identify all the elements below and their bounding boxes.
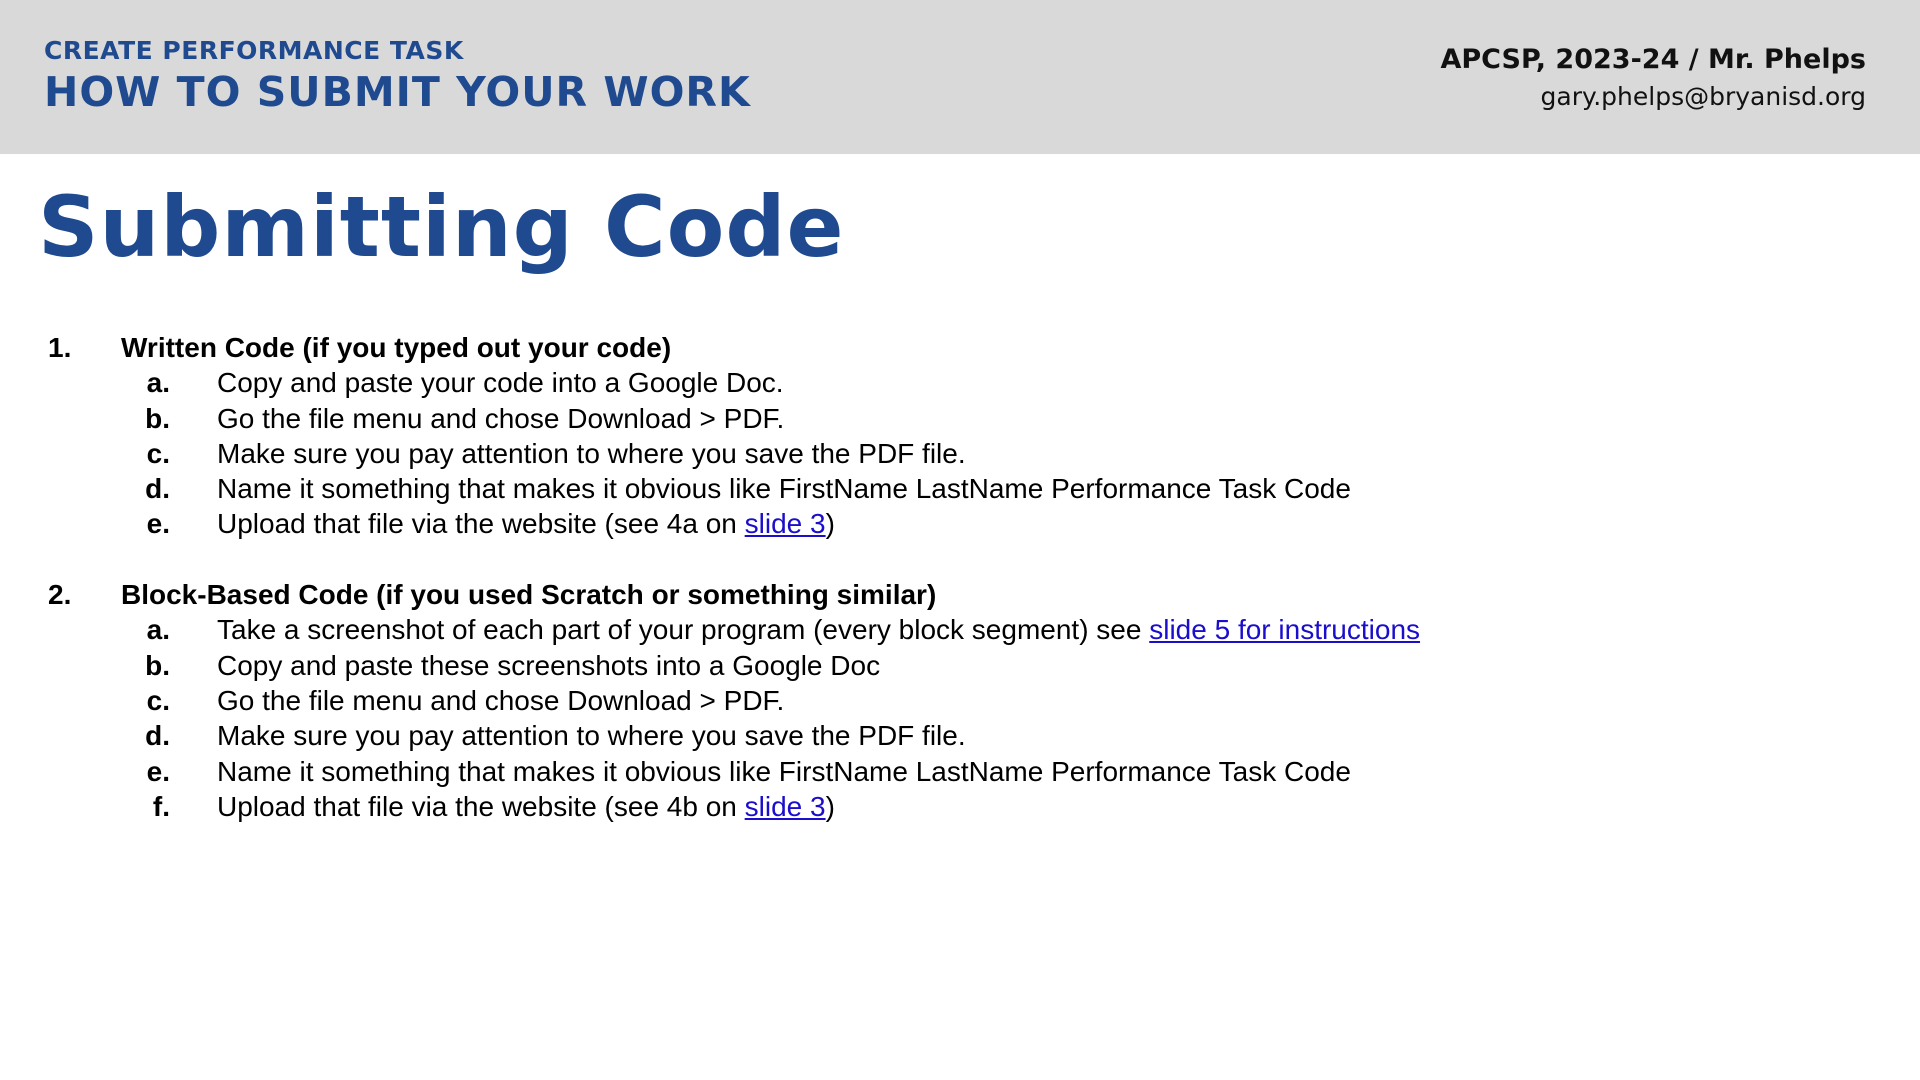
slide-3-link[interactable]: slide 3 xyxy=(744,508,826,540)
item-marker: a. xyxy=(146,367,170,399)
item-marker: d. xyxy=(145,473,170,505)
list-item xyxy=(0,648,1920,683)
list-item xyxy=(0,789,1920,824)
section-number: 2. xyxy=(48,579,72,611)
item-text: Go the file menu and chose Download > PDF. xyxy=(217,402,785,434)
item-text: Copy and paste these screenshots into a Google Doc xyxy=(217,649,881,681)
item-text-before: Take a screenshot of each part of your program (every block segment) see xyxy=(217,614,1150,646)
slide-3-link[interactable]: slide 3 xyxy=(744,790,826,822)
teacher-email: gary.phelps@bryanisd.org xyxy=(1540,82,1866,111)
item-marker: a. xyxy=(146,614,170,646)
item-text: Name it something that makes it obvious like FirstName LastName Performance Task Code xyxy=(217,473,1351,505)
section-heading-row xyxy=(0,330,1920,365)
item-marker: f. xyxy=(152,790,170,822)
course-info: APCSP, 2023-24 / Mr. Phelps xyxy=(1440,44,1866,75)
item-marker: e. xyxy=(146,755,170,787)
list-item xyxy=(0,365,1920,400)
item-text-with-link xyxy=(217,506,835,541)
slide-5-instructions-link[interactable]: slide 5 for instructions xyxy=(1149,614,1421,646)
list-item xyxy=(0,612,1920,647)
section-heading: Written Code (if you typed out your code) xyxy=(121,332,672,363)
section-heading-row xyxy=(0,577,1920,612)
list-item xyxy=(0,471,1920,506)
item-text-before: Upload that file via the website (see 4b on xyxy=(217,790,745,822)
list-item xyxy=(0,718,1920,753)
slide-header xyxy=(0,0,1920,154)
section-number: 1. xyxy=(48,332,72,363)
item-text: Go the file menu and chose Download > PDF. xyxy=(217,684,785,716)
header-subtitle: HOW TO SUBMIT YOUR WORK xyxy=(44,68,751,116)
item-marker: e. xyxy=(146,508,170,540)
item-text-with-link xyxy=(217,612,1420,647)
item-text: Make sure you pay attention to where you save the PDF file. xyxy=(217,437,966,469)
instruction-list xyxy=(0,330,1920,824)
item-marker: c. xyxy=(146,684,170,716)
item-marker: c. xyxy=(146,437,170,469)
list-item xyxy=(0,506,1920,541)
list-item xyxy=(0,401,1920,436)
item-text: Name it something that makes it obvious like FirstName LastName Performance Task Code xyxy=(217,755,1351,787)
section-heading: Block-Based Code (if you used Scratch or something similar) xyxy=(121,579,937,611)
item-text-with-link xyxy=(217,789,835,824)
item-text-after: ) xyxy=(825,790,835,822)
list-item xyxy=(0,683,1920,718)
item-marker: b. xyxy=(145,649,170,681)
list-item xyxy=(0,436,1920,471)
slide-title: Submitting Code xyxy=(38,178,845,276)
item-text: Copy and paste your code into a Google Doc. xyxy=(217,367,784,399)
item-marker: b. xyxy=(145,402,170,434)
item-text-after: ) xyxy=(825,508,835,540)
item-text-before: Upload that file via the website (see 4a on xyxy=(217,508,745,540)
section-gap xyxy=(0,542,1920,577)
header-kicker: CREATE PERFORMANCE TASK xyxy=(44,36,464,65)
item-text: Make sure you pay attention to where you save the PDF file. xyxy=(217,720,966,752)
item-marker: d. xyxy=(145,720,170,752)
list-item xyxy=(0,754,1920,789)
